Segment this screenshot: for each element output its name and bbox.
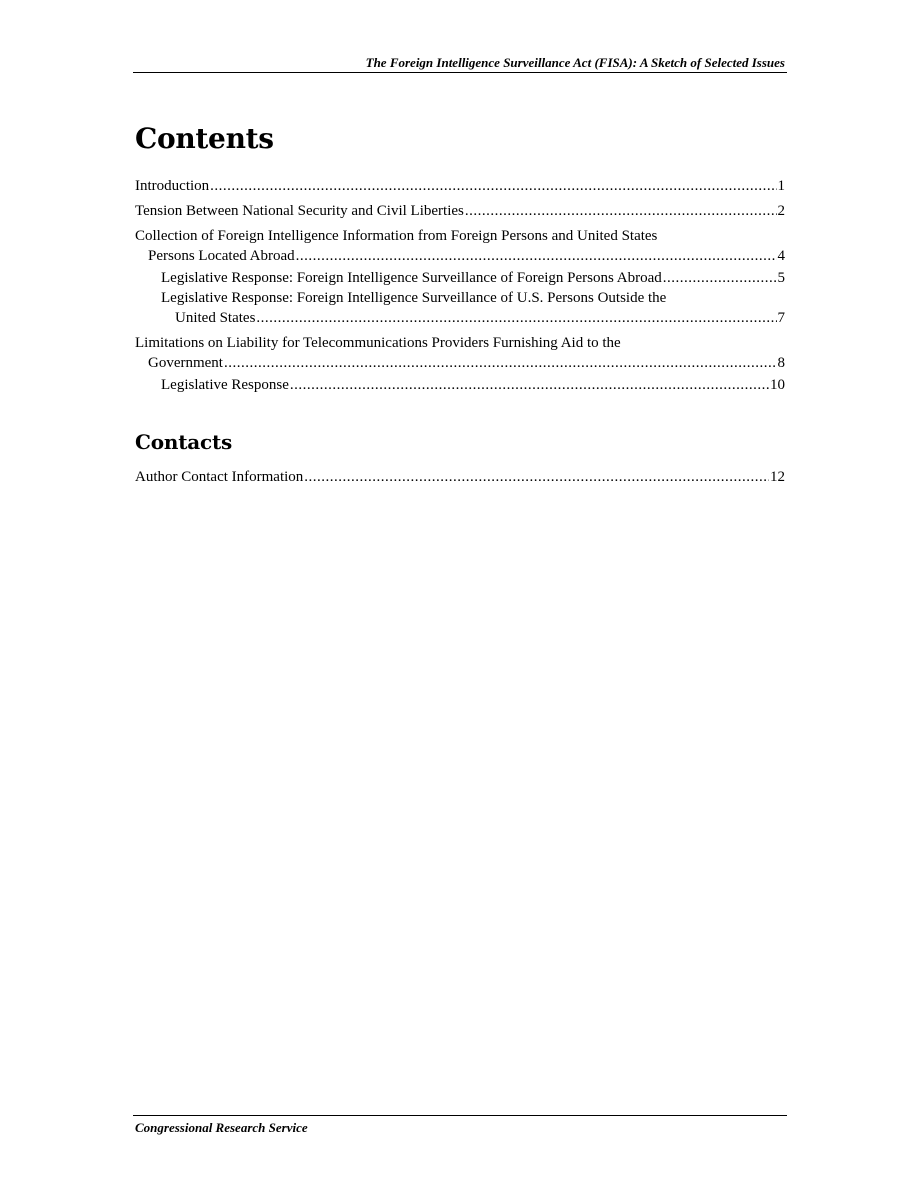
contacts-heading: Contacts (135, 430, 233, 454)
toc-entry-title[interactable]: Introduction (135, 178, 210, 194)
toc-page-number: 4 (777, 248, 785, 264)
toc-entry-title-line1[interactable]: Collection of Foreign Intelligence Information from Foreign Persons and United States (135, 228, 658, 244)
header-rule (133, 72, 787, 73)
contacts-list (135, 467, 785, 487)
toc-entry-title[interactable]: Tension Between National Security and Civil Liberties (135, 203, 464, 219)
toc-leader-dots (296, 246, 777, 266)
toc-leader-dots (256, 308, 776, 328)
toc-page-number: 7 (777, 310, 785, 326)
toc-entry-title[interactable]: Government (148, 355, 223, 371)
toc-leader-dots (224, 353, 777, 373)
toc-leader-dots (465, 201, 777, 221)
toc-subentry[interactable] (135, 268, 785, 288)
toc-entry[interactable] (135, 467, 785, 487)
contents-heading: Contents (135, 122, 274, 155)
toc-entry-title[interactable]: Author Contact Information (135, 469, 304, 485)
toc-entry[interactable] (135, 226, 785, 266)
toc-entry[interactable] (135, 201, 785, 221)
toc-entry-title[interactable]: United States (175, 310, 256, 326)
toc-entry-title[interactable]: Legislative Response (161, 377, 289, 393)
toc-page-number: 12 (770, 469, 785, 485)
toc-entry-title[interactable]: Legislative Response: Foreign Intelligence Surveillance of Foreign Persons Abroad (161, 270, 662, 286)
toc-entry-title-line1[interactable]: Limitations on Liability for Telecommunications Providers Furnishing Aid to the (135, 335, 621, 351)
toc-page-number: 10 (770, 377, 785, 393)
toc-entry[interactable] (135, 333, 785, 373)
toc-leader-dots (663, 268, 777, 288)
toc-subentry[interactable] (135, 375, 785, 395)
toc-page-number: 1 (777, 178, 785, 194)
running-header: The Foreign Intelligence Surveillance Act (FISA): A Sketch of Selected Issues (365, 55, 785, 70)
footer-rule (133, 1115, 787, 1116)
running-footer: Congressional Research Service (135, 1120, 308, 1135)
toc-page-number: 2 (777, 203, 785, 219)
toc-entry-title-line1[interactable]: Legislative Response: Foreign Intelligence Surveillance of U.S. Persons Outside the (161, 290, 667, 306)
toc-page-number: 8 (777, 355, 785, 371)
toc-leader-dots (290, 375, 769, 395)
toc-subentry[interactable] (135, 288, 785, 328)
toc-leader-dots (210, 176, 776, 196)
toc-entry[interactable] (135, 176, 785, 196)
table-of-contents (135, 176, 785, 395)
toc-leader-dots (304, 467, 769, 487)
toc-entry-title[interactable]: Persons Located Abroad (148, 248, 295, 264)
toc-page-number: 5 (777, 270, 785, 286)
